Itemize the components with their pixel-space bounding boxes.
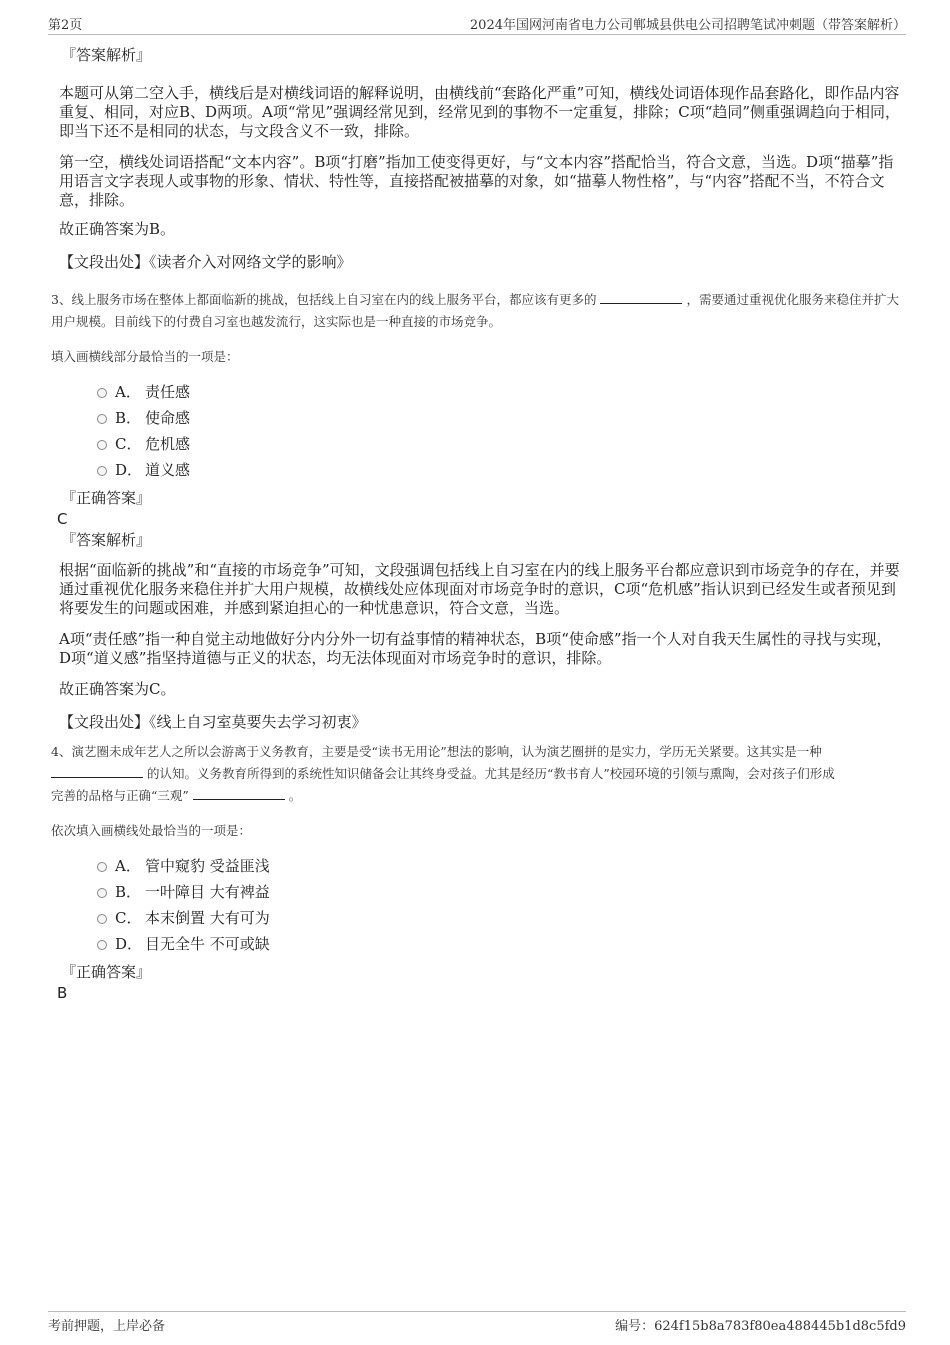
option-b[interactable]: B． 一叶障目 大有裨益 xyxy=(57,879,902,905)
option-d[interactable]: D． 道义感 xyxy=(57,457,902,483)
radio-icon[interactable] xyxy=(97,862,107,872)
option-c[interactable]: C． 本末倒置 大有可为 xyxy=(57,905,902,931)
analysis-conclusion: 故正确答案为C。 xyxy=(59,680,176,698)
analysis-paragraph: 第一空，横线处词语搭配“文本内容”。B项“打磨”指加工使变得更好，与“文本内容”搭配恰当，符合文意，当选。D项“描摹”指用语言文字表现人或事物的形象、情状、特性等，直接搭配被描摹的对象，如“描摹人物性格”，与“内容”搭配不当，不符合文意，排除。 xyxy=(59,153,894,209)
footer-slogan: 考前押题，上岸必备 xyxy=(48,1319,166,1334)
fill-blank xyxy=(51,765,143,778)
option-a[interactable]: A． 管中窥豹 受益匪浅 xyxy=(57,853,902,879)
fill-blank xyxy=(600,291,682,304)
question-3-options xyxy=(57,379,902,483)
document-title: 2024年国网河南省电力公司郸城县供电公司招聘笔试冲刺题（带答案解析） xyxy=(469,18,906,33)
question-3-text: 3、线上服务市场在整体上都面临新的挑战，包括线上自习室在内的线上服务平台，都应该有更多的 ，需要通过重视优化服务来稳住并扩大用户规模。目前线下的付费自习室也越发流行，这实际也是一种直接的市场竞争。 xyxy=(51,292,899,329)
radio-icon[interactable] xyxy=(97,888,107,898)
question-3-prompt: 填入画横线部分最恰当的一项是： xyxy=(51,349,239,364)
source-citation: 【文段出处】《线上自习室莫要失去学习初衷》 xyxy=(59,713,367,731)
analysis-label: 『答案解析』 xyxy=(61,531,152,549)
question-4-prompt: 依次填入画横线处最恰当的一项是： xyxy=(51,823,252,838)
fill-blank xyxy=(193,787,285,800)
radio-icon[interactable] xyxy=(97,440,107,450)
radio-icon[interactable] xyxy=(97,388,107,398)
correct-answer-label: 『正确答案』 xyxy=(61,489,152,507)
option-c[interactable]: C． 危机感 xyxy=(57,431,902,457)
radio-icon[interactable] xyxy=(97,914,107,924)
option-b[interactable]: B． 使命感 xyxy=(57,405,902,431)
analysis-paragraph: 根据“面临新的挑战”和“直接的市场竞争”可知，文段强调包括线上自习室在内的线上服务平台都应意识到市场竞争的存在，并要通过重视优化服务来稳住并扩大用户规模，故横线处应体现面对市场竞争时的意识，C项“危机感”指认识到已经发生或者预见到将要发生的问题或困难，并感到紧迫担心的一种忧患意识，符合文意，当选。 xyxy=(59,561,900,617)
correct-answer: B xyxy=(57,984,68,1002)
radio-icon[interactable] xyxy=(97,940,107,950)
correct-answer: C xyxy=(57,510,68,528)
radio-icon[interactable] xyxy=(97,414,107,424)
analysis-paragraph: 本题可从第二空入手，横线后是对横线词语的解释说明，由横线前“套路化严重”可知，横线处词语体现作品套路化，即作品内容重复、相同，对应B、D两项。A项“常见”强调经常见到，经常见到的事物不一定重复，排除；C项“趋同”侧重强调趋向于相同，即当下还不是相同的状态，与文段含义不一致，排除。 xyxy=(59,84,901,140)
correct-answer-label: 『正确答案』 xyxy=(61,963,152,981)
option-a[interactable]: A． 责任感 xyxy=(57,379,902,405)
analysis-paragraph: A项“责任感”指一种自觉主动地做好分内分外一切有益事情的精神状态，B项“使命感”指一个人对自我天生属性的寻找与实现，D项“道义感”指坚持道德与正义的状态，均无法体现面对市场竞争时的意识，排除。 xyxy=(59,630,892,667)
question-4-text: 4、演艺圈未成年艺人之所以会游离于义务教育，主要是受“读书无用论”想法的影响，认为演艺圈拼的是实力，学历无关紧要。这其实是一种 的认知。义务教育所得到的系统性知识储备会让其终身受益。尤其是经历“教书育人”校园环境的引领与熏陶，会对孩子们形成 完善的品格与正确“三观” 。 xyxy=(51,744,835,803)
question-4-options xyxy=(57,853,902,957)
document-id: 编号：624f15b8a783f80ea488445b1d8c5fd9 xyxy=(615,1319,906,1334)
option-d[interactable]: D． 目无全牛 不可或缺 xyxy=(57,931,902,957)
analysis-conclusion: 故正确答案为B。 xyxy=(59,220,176,238)
source-citation: 【文段出处】《读者介入对网络文学的影响》 xyxy=(59,253,352,271)
page-header xyxy=(48,12,906,35)
page-content xyxy=(51,40,902,1003)
page-footer xyxy=(48,1311,906,1336)
page-number: 第2页 xyxy=(48,18,83,33)
analysis-label: 『答案解析』 xyxy=(61,46,152,64)
radio-icon[interactable] xyxy=(97,466,107,476)
